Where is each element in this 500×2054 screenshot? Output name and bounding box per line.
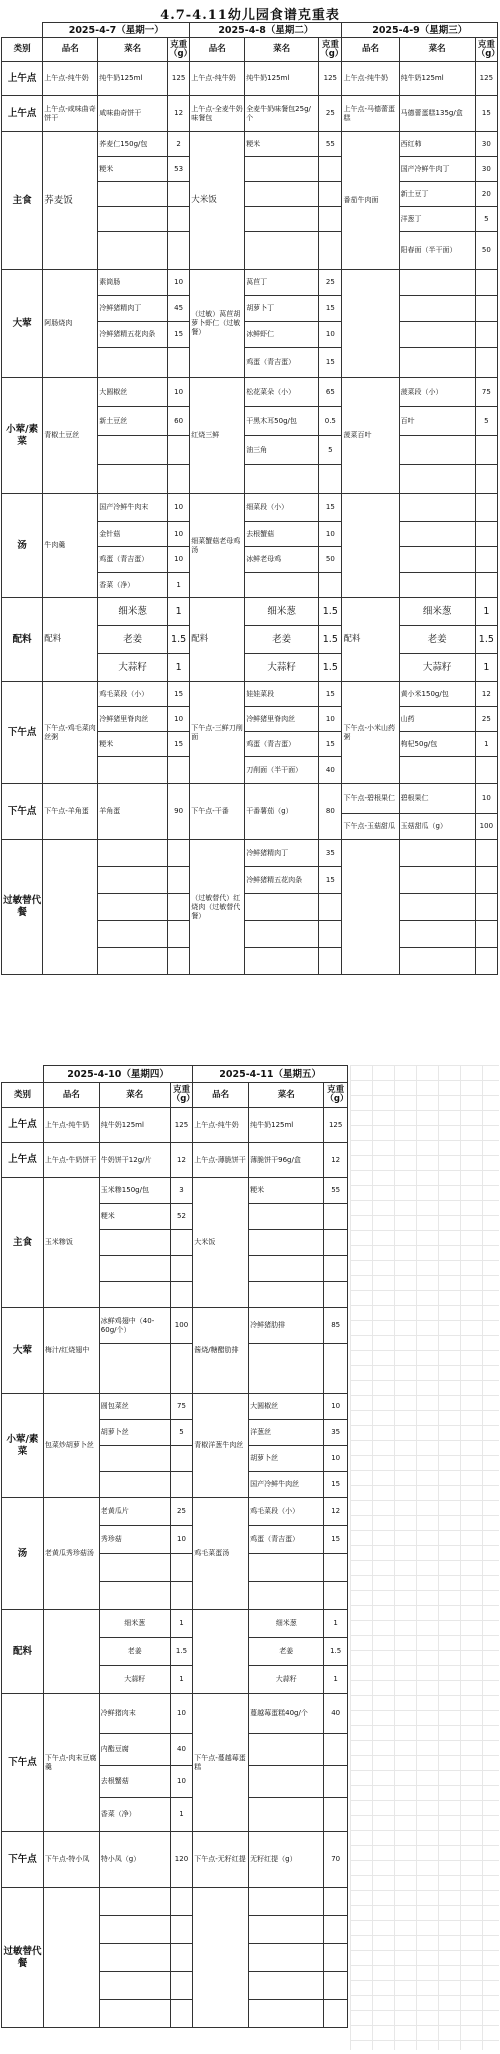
- weight-value: 52: [170, 1204, 193, 1230]
- item-name: 上午点-全麦牛奶味餐包: [190, 96, 245, 132]
- dish-name: 去根蟹菇: [245, 522, 319, 547]
- date-header: 2025-4-9（星期三）: [342, 23, 498, 38]
- weight-value: 15: [319, 494, 342, 522]
- item-name: 下午点-三鲜刀削面: [190, 682, 245, 784]
- category-cell: 下午点: [2, 1694, 44, 1832]
- item-name: （过敏）莴苣胡萝卜虾仁（过敏餐）: [190, 270, 245, 378]
- item-name: 下午点-小米山药粥: [342, 682, 399, 784]
- weight-value: 15: [319, 682, 342, 707]
- dish-name: 胡萝卜丝: [99, 1420, 170, 1446]
- dish-name: 细米葱: [98, 598, 168, 626]
- dish-name: 金针菇: [98, 522, 168, 547]
- weight-value: 1: [324, 1666, 348, 1694]
- weight-value: 1.5: [319, 654, 342, 682]
- column-header: 类别: [2, 1083, 44, 1108]
- dish-name: 老姜: [98, 626, 168, 654]
- weight-value: 2: [167, 132, 189, 157]
- weight-value: 1.5: [324, 1638, 348, 1666]
- weight-value: 10: [167, 378, 189, 407]
- dish-name: 鸡蛋（青吉蛋）: [245, 732, 319, 757]
- column-header: 菜名: [98, 38, 168, 62]
- dish-name: 莴苣丁: [245, 270, 319, 296]
- category-cell: 大荤: [2, 1308, 44, 1394]
- dish-name: 牛奶饼干12g/片: [99, 1143, 170, 1178]
- weight-value: 10: [319, 322, 342, 348]
- item-name: 下午点-羊角蛋: [43, 784, 98, 840]
- weight-value: 12: [475, 682, 497, 707]
- item-name: 阿肠烧肉: [43, 270, 98, 378]
- dish-name: 胡萝卜丝: [249, 1446, 324, 1472]
- category-cell: 主食: [2, 132, 43, 270]
- item-name: 细菜蟹菇老母鸡汤: [190, 494, 245, 598]
- dish-name: 老姜: [245, 626, 319, 654]
- dish-name: 纯牛奶125ml: [399, 62, 475, 96]
- dish-name: 冷鲜猪精五花肉条: [98, 322, 168, 348]
- weight-value: 15: [319, 867, 342, 894]
- dish-name: 冷鲜猪里脊肉丝: [98, 707, 168, 732]
- category-cell: 汤: [2, 1498, 44, 1610]
- item-name: 青椒洋葱牛肉丝: [193, 1394, 249, 1498]
- dish-name: 大蒜籽: [99, 1666, 170, 1694]
- column-header: 克重（g）: [324, 1083, 348, 1108]
- menu-table-week-bottom: [1, 1065, 348, 2028]
- dish-name: 纯牛奶125ml: [98, 62, 168, 96]
- weight-value: 10: [475, 784, 497, 814]
- dish-name: 冷鲜猪精五花肉条: [245, 867, 319, 894]
- weight-value: 35: [324, 1420, 348, 1446]
- weight-value: 1: [170, 1666, 193, 1694]
- page-title: 4.7-4.11幼儿园食谱克重表: [160, 8, 340, 23]
- weight-value: 80: [319, 784, 342, 840]
- dish-name: 菠菜段（小）: [399, 378, 475, 407]
- dish-name: 咸味曲奇饼干: [98, 96, 168, 132]
- category-cell: 下午点: [2, 682, 43, 784]
- item-name: 番茄牛肉面: [342, 132, 399, 270]
- weight-value: 10: [167, 707, 189, 732]
- item-name: 红烧三鲜: [190, 378, 245, 494]
- weight-value: 25: [475, 707, 497, 732]
- weight-value: 15: [167, 732, 189, 757]
- weight-value: 45: [167, 296, 189, 322]
- weight-value: 65: [319, 378, 342, 407]
- item-name: 下午点-干番: [190, 784, 245, 840]
- dish-name: 冷鲜猪精肉丁: [98, 296, 168, 322]
- weight-value: 30: [475, 157, 497, 182]
- date-header: 2025-4-8（星期二）: [190, 23, 342, 38]
- dish-name: 无籽红提（g）: [249, 1832, 324, 1888]
- weight-value: 15: [319, 296, 342, 322]
- weight-value: 1.5: [170, 1638, 193, 1666]
- weight-value: 5: [475, 207, 497, 232]
- dish-name: 冷鲜猪肉末: [99, 1694, 170, 1734]
- dish-name: 粳米: [99, 1204, 170, 1230]
- weight-value: 1: [167, 598, 189, 626]
- item-name: 菠菜百叶: [342, 378, 399, 494]
- item-name: 大米饭: [193, 1178, 249, 1308]
- column-header: 菜名: [99, 1083, 170, 1108]
- dish-name: 圆包菜丝: [99, 1394, 170, 1420]
- weight-value: 10: [324, 1394, 348, 1420]
- date-header: 2025-4-11（星期五）: [193, 1066, 348, 1083]
- column-header: 菜名: [399, 38, 475, 62]
- dish-name: 国产冷鲜牛肉丁: [399, 157, 475, 182]
- weight-value: 55: [319, 132, 342, 157]
- dish-name: 大圆椒丝: [98, 378, 168, 407]
- dish-name: 冰鲜老母鸡: [245, 547, 319, 573]
- column-header: 品名: [43, 1083, 99, 1108]
- column-header: 菜名: [245, 38, 319, 62]
- item-name: 梅汁/红烧翅中: [43, 1308, 99, 1394]
- dish-name: 鸡蛋（青吉蛋）: [98, 547, 168, 573]
- weight-value: 10: [167, 547, 189, 573]
- weight-value: 1.5: [167, 626, 189, 654]
- weight-value: 1.5: [319, 598, 342, 626]
- dish-name: 粳米: [98, 157, 168, 182]
- dish-name: 大圆椒丝: [249, 1394, 324, 1420]
- item-name: 上午点-纯牛奶: [43, 1108, 99, 1143]
- item-name: 下午点-玉菇甜瓜: [342, 814, 399, 840]
- dish-name: 娃娃菜段: [245, 682, 319, 707]
- date-header: 2025-4-7（星期一）: [43, 23, 190, 38]
- item-name: 配料: [43, 598, 98, 682]
- category-cell: 小荤/素菜: [2, 378, 43, 494]
- dish-name: 国产冷鲜牛肉丝: [249, 1472, 324, 1498]
- item-name: 上午点-咸味曲奇饼干: [43, 96, 98, 132]
- weight-value: 1: [167, 573, 189, 598]
- dish-name: 纯牛奶125ml: [245, 62, 319, 96]
- dish-name: 蔓越莓蛋糕40g/个: [249, 1694, 324, 1734]
- item-name: 青椒土豆丝: [43, 378, 98, 494]
- weight-value: 1: [324, 1610, 348, 1638]
- weight-value: 10: [167, 522, 189, 547]
- item-name: 上午点-纯牛奶: [43, 62, 98, 96]
- dish-name: 大蒜籽: [245, 654, 319, 682]
- weight-value: 40: [319, 757, 342, 784]
- dish-name: 冷鲜猪肋排: [249, 1308, 324, 1344]
- dish-name: 老姜: [99, 1638, 170, 1666]
- item-name: 大米饭: [190, 132, 245, 270]
- dish-name: 玉菇甜瓜（g）: [399, 814, 475, 840]
- item-name: 上午点-牛奶饼干: [43, 1143, 99, 1178]
- weight-value: 50: [475, 232, 497, 270]
- weight-value: 75: [170, 1394, 193, 1420]
- dish-name: 阳春面（半干面）: [399, 232, 475, 270]
- column-header: 克重（g）: [319, 38, 342, 62]
- weight-value: 50: [319, 547, 342, 573]
- item-name: 上午点-纯牛奶: [342, 62, 399, 96]
- category-cell: 上午点: [2, 1108, 44, 1143]
- item-name: 下午点-无籽红提: [193, 1832, 249, 1888]
- item-name: 上午点-马德蕾蛋糕: [342, 96, 399, 132]
- weight-value: 15: [319, 348, 342, 378]
- item-name: 配料: [342, 598, 399, 682]
- weight-value: 5: [319, 436, 342, 465]
- dish-name: 老姜: [249, 1638, 324, 1666]
- weight-value: 3: [170, 1178, 193, 1204]
- spreadsheet-grid: [350, 1065, 499, 2050]
- weight-value: 85: [324, 1308, 348, 1344]
- dish-name: 冰鲜虾仁: [245, 322, 319, 348]
- dish-name: 冷鲜猪精肉丁: [245, 840, 319, 867]
- weight-value: 55: [324, 1178, 348, 1204]
- dish-name: 素筒肠: [98, 270, 168, 296]
- weight-value: 12: [324, 1143, 348, 1178]
- weight-value: 10: [170, 1766, 193, 1798]
- dish-name: 冷鲜猪里脊肉丝: [245, 707, 319, 732]
- weight-value: 5: [170, 1420, 193, 1446]
- dish-name: 冰鲜鸡翅中（40-60g/个）: [99, 1308, 170, 1344]
- menu-table-week-top: [1, 22, 498, 975]
- item-name: （过敏替代）红烧肉（过敏替代餐）: [190, 840, 245, 975]
- item-name: 荞麦饭: [43, 132, 98, 270]
- dish-name: 细米葱: [399, 598, 475, 626]
- dish-name: 洋葱丁: [399, 207, 475, 232]
- weight-value: 1: [170, 1798, 193, 1832]
- dish-name: 细米葱: [249, 1610, 324, 1638]
- weight-value: 25: [319, 96, 342, 132]
- dish-name: 鸡蛋（青吉蛋）: [245, 348, 319, 378]
- category-cell: 小荤/素菜: [2, 1394, 44, 1498]
- weight-value: 40: [170, 1734, 193, 1766]
- weight-value: 100: [170, 1308, 193, 1344]
- category-cell: 配料: [2, 1610, 44, 1694]
- dish-name: 香菜（净）: [99, 1798, 170, 1832]
- dish-name: 香菜（净）: [98, 573, 168, 598]
- weight-value: 10: [170, 1526, 193, 1554]
- weight-value: 53: [167, 157, 189, 182]
- column-header: 克重（g）: [167, 38, 189, 62]
- item-name: 下午点-碧根果仁: [342, 784, 399, 814]
- weight-value: 10: [170, 1694, 193, 1734]
- dish-name: 粳米: [249, 1178, 324, 1204]
- category-cell: 汤: [2, 494, 43, 598]
- dish-name: 特小凤（g）: [99, 1832, 170, 1888]
- weight-value: 15: [167, 322, 189, 348]
- dish-name: 大蒜籽: [399, 654, 475, 682]
- weight-value: 10: [167, 494, 189, 522]
- dish-name: 西红柿: [399, 132, 475, 157]
- category-cell: 大荤: [2, 270, 43, 378]
- dish-name: 鸡毛菜段（小）: [98, 682, 168, 707]
- column-header: 菜名: [249, 1083, 324, 1108]
- dish-name: 细菜段（小）: [245, 494, 319, 522]
- weight-value: 25: [319, 270, 342, 296]
- category-cell: 主食: [2, 1178, 44, 1308]
- dish-name: 松花菜朵（小）: [245, 378, 319, 407]
- weight-value: 12: [167, 96, 189, 132]
- weight-value: 15: [167, 682, 189, 707]
- weight-value: 40: [324, 1694, 348, 1734]
- item-name: 玉米糁饭: [43, 1178, 99, 1308]
- dish-name: 黄小米150g/包: [399, 682, 475, 707]
- dish-name: 大蒜籽: [98, 654, 168, 682]
- dish-name: 枸杞50g/包: [399, 732, 475, 757]
- weight-value: 1: [475, 654, 497, 682]
- category-cell: 过敏替代餐: [2, 840, 43, 975]
- column-header: 克重（g）: [475, 38, 497, 62]
- category-cell: 配料: [2, 598, 43, 682]
- weight-value: 120: [170, 1832, 193, 1888]
- weight-value: 15: [319, 732, 342, 757]
- category-cell: 下午点: [2, 1832, 44, 1888]
- weight-value: 15: [475, 96, 497, 132]
- weight-value: 35: [319, 840, 342, 867]
- weight-value: 60: [167, 407, 189, 436]
- weight-value: 1: [475, 598, 497, 626]
- item-name: 老黄瓜秀珍菇汤: [43, 1498, 99, 1610]
- dish-name: 老黄瓜片: [99, 1498, 170, 1526]
- dish-name: 国产冷鲜牛肉末: [98, 494, 168, 522]
- dish-name: 胡萝卜丁: [245, 296, 319, 322]
- weight-value: 1: [475, 732, 497, 757]
- weight-value: 30: [475, 132, 497, 157]
- dish-name: 细米葱: [245, 598, 319, 626]
- weight-value: 70: [324, 1832, 348, 1888]
- weight-value: 125: [167, 62, 189, 96]
- dish-name: 新土豆丝: [98, 407, 168, 436]
- item-name: 上午点-纯牛奶: [190, 62, 245, 96]
- dish-name: 新土豆丁: [399, 182, 475, 207]
- weight-value: 75: [475, 378, 497, 407]
- category-cell: 上午点: [2, 62, 43, 96]
- column-header: 品名: [193, 1083, 249, 1108]
- category-cell: 过敏替代餐: [2, 1888, 44, 2028]
- dish-name: 秀珍菇: [99, 1526, 170, 1554]
- weight-value: 125: [319, 62, 342, 96]
- dish-name: 内酯豆腐: [99, 1734, 170, 1766]
- dish-name: 薄脆饼干96g/盒: [249, 1143, 324, 1178]
- dish-name: 碧根果仁: [399, 784, 475, 814]
- item-name: 酱烧/糖醋肋排: [193, 1308, 249, 1394]
- weight-value: 10: [319, 707, 342, 732]
- dish-name: 干番薯茄（g）: [245, 784, 319, 840]
- dish-name: 刀削面（半干面）: [245, 757, 319, 784]
- weight-value: 90: [167, 784, 189, 840]
- weight-value: 12: [324, 1498, 348, 1526]
- column-header: 品名: [190, 38, 245, 62]
- dish-name: 纯牛奶125ml: [99, 1108, 170, 1143]
- dish-name: 大蒜籽: [249, 1666, 324, 1694]
- category-cell: 下午点: [2, 784, 43, 840]
- dish-name: 马德蕾蛋糕135g/盒: [399, 96, 475, 132]
- weight-value: 10: [324, 1446, 348, 1472]
- dish-name: 油三角: [245, 436, 319, 465]
- weight-value: 10: [319, 522, 342, 547]
- dish-name: 全麦牛奶味餐包25g/个: [245, 96, 319, 132]
- dish-name: 百叶: [399, 407, 475, 436]
- weight-value: 5: [475, 407, 497, 436]
- dish-name: 去根蟹菇: [99, 1766, 170, 1798]
- weight-value: 20: [475, 182, 497, 207]
- weight-value: 100: [475, 814, 497, 840]
- weight-value: 12: [170, 1143, 193, 1178]
- item-name: 下午点-肉末豆腐羹: [43, 1694, 99, 1832]
- item-name: 牛肉羹: [43, 494, 98, 598]
- column-header: 克重（g）: [170, 1083, 193, 1108]
- column-header: 类别: [2, 38, 43, 62]
- weight-value: 125: [170, 1108, 193, 1143]
- dish-name: 粳米: [98, 732, 168, 757]
- weight-value: 25: [170, 1498, 193, 1526]
- item-name: 上午点-薄脆饼干: [193, 1143, 249, 1178]
- dish-name: 粳米: [245, 132, 319, 157]
- dish-name: 细米葱: [99, 1610, 170, 1638]
- dish-name: 山药: [399, 707, 475, 732]
- item-name: 鸡毛菜蛋汤: [193, 1498, 249, 1610]
- item-name: 配料: [190, 598, 245, 682]
- column-header: 品名: [43, 38, 98, 62]
- item-name: 包菜炒胡萝卜丝: [43, 1394, 99, 1498]
- dish-name: 荞麦仁150g/包: [98, 132, 168, 157]
- category-cell: 上午点: [2, 96, 43, 132]
- item-name: 下午点-蔓越莓蛋糕: [193, 1694, 249, 1832]
- weight-value: 1: [170, 1610, 193, 1638]
- dish-name: 干黑木耳50g/包: [245, 407, 319, 436]
- weight-value: 15: [324, 1472, 348, 1498]
- weight-value: 1: [167, 654, 189, 682]
- dish-name: 鸡蛋（青吉蛋）: [249, 1526, 324, 1554]
- weight-value: 10: [167, 270, 189, 296]
- weight-value: 0.5: [319, 407, 342, 436]
- category-cell: 上午点: [2, 1143, 44, 1178]
- dish-name: 老姜: [399, 626, 475, 654]
- dish-name: 羊角蛋: [98, 784, 168, 840]
- weight-value: 1.5: [319, 626, 342, 654]
- dish-name: 纯牛奶125ml: [249, 1108, 324, 1143]
- date-header: 2025-4-10（星期四）: [43, 1066, 192, 1083]
- item-name: 上午点-纯牛奶: [193, 1108, 249, 1143]
- dish-name: 玉米糁150g/包: [99, 1178, 170, 1204]
- column-header: 品名: [342, 38, 399, 62]
- weight-value: 125: [324, 1108, 348, 1143]
- weight-value: 1.5: [475, 626, 497, 654]
- dish-name: 洋葱丝: [249, 1420, 324, 1446]
- item-name: 下午点-特小凤: [43, 1832, 99, 1888]
- weight-value: 125: [475, 62, 497, 96]
- weight-value: 15: [324, 1526, 348, 1554]
- item-name: 下午点-鸡毛菜肉丝粥: [43, 682, 98, 784]
- dish-name: 鸡毛菜段（小）: [249, 1498, 324, 1526]
